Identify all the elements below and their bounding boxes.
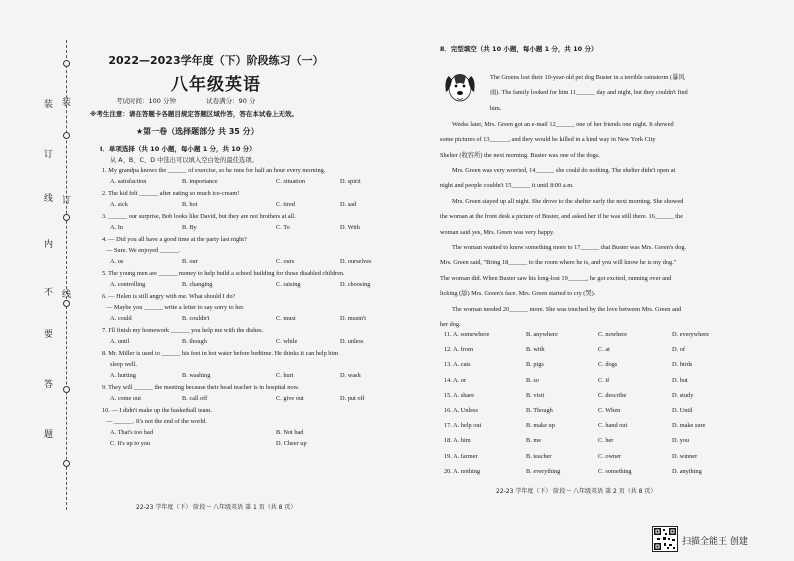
binding-hole bbox=[63, 460, 70, 467]
section2-title: Ⅱ．完型填空（共 10 小题，每小题 1 分，共 10 分） bbox=[440, 45, 598, 53]
option-choice[interactable]: A. us bbox=[110, 258, 124, 265]
exam-note: ※考生注意：请在答题卡各题目规定答题区域作答，答在本试卷上无效。 bbox=[90, 110, 298, 118]
section1-title: Ⅰ．单项选择（共 10 小题，每小题 1 分，共 10 分） bbox=[100, 145, 256, 153]
passage-line: some pictures of 13______, and they would be killed in a kind way in New York City bbox=[440, 136, 656, 144]
scanner-watermark: 扫描全能王 创建 bbox=[682, 537, 748, 547]
option-choice[interactable]: D. wash bbox=[340, 372, 361, 379]
option-choice[interactable]: D. unless bbox=[340, 338, 364, 345]
option-choice[interactable]: A. until bbox=[110, 338, 130, 345]
binding-hole bbox=[63, 386, 70, 393]
option-choice[interactable]: A. could bbox=[110, 315, 132, 322]
question-stem: 2. The kid felt ______ after eating so much ice-cream! bbox=[102, 190, 240, 197]
option-choice[interactable]: B. hot bbox=[182, 201, 198, 208]
page-footer-left: 22-23 学年度（下） 阶段一 八年级英语 第 1 页（共 8 页） bbox=[136, 504, 297, 511]
question-stem-line2: — Sure. We enjoyed ______. bbox=[106, 247, 181, 254]
question-stem: 10. — I didn't make up the basketball team. bbox=[102, 407, 212, 414]
option-choice[interactable]: D. Until bbox=[672, 407, 693, 414]
option-choice[interactable]: B. importance bbox=[182, 178, 218, 185]
option-choice[interactable]: C. something bbox=[598, 467, 632, 475]
option-choice[interactable]: B. though bbox=[182, 338, 207, 345]
binding-dashed-line bbox=[66, 40, 67, 510]
option-choice[interactable]: C. nowhere bbox=[598, 331, 628, 338]
binding-margin bbox=[8, 0, 72, 561]
option-choice[interactable]: B. By bbox=[182, 224, 197, 231]
option-choice[interactable]: B. Though bbox=[526, 407, 553, 414]
passage-line: 雨). The family looked for him 11______ day and night, but they couldn't find bbox=[490, 89, 688, 97]
option-choice[interactable]: C. situation bbox=[276, 178, 306, 185]
option-choice[interactable]: B. teacher bbox=[526, 452, 552, 460]
option-choice[interactable]: A. In bbox=[110, 224, 123, 231]
option-choice[interactable]: B. make up bbox=[526, 422, 555, 430]
option-choice[interactable]: B. call off bbox=[182, 395, 208, 402]
option-choice[interactable]: D. winner bbox=[672, 452, 698, 460]
option-choice[interactable]: D. make sure bbox=[672, 422, 706, 430]
option-choice[interactable]: C. hurt bbox=[276, 372, 294, 379]
passage-line: him. bbox=[490, 104, 502, 112]
option-choice[interactable]: D. put off bbox=[340, 395, 365, 402]
question-stem: 6. — Helen is still angry with me. What should I do? bbox=[102, 293, 236, 300]
section1-instruction: 从 A、B、C、D 中选出可以填入空白处的最佳选项。 bbox=[110, 157, 258, 164]
passage-line: Shelter (收容所) the next morning. Buster was one of the dogs. bbox=[440, 151, 600, 159]
binding-char: 答 bbox=[44, 380, 54, 390]
passage-line: Mrs. Green stayed up all night. She drove to the shelter early the next morning. She showed bbox=[452, 197, 684, 205]
option-choice[interactable]: D. sad bbox=[340, 201, 357, 208]
binding-char: 不 bbox=[44, 288, 54, 298]
option-choice[interactable]: C. To bbox=[276, 224, 290, 231]
exam-title: 2022—2023学年度（下）阶段练习（一） bbox=[108, 54, 324, 67]
qr-code-icon bbox=[652, 526, 678, 552]
binding-hole bbox=[63, 60, 70, 67]
question-stem-line2: sleep well. bbox=[110, 361, 137, 368]
option-choice[interactable]: 17. A. help out bbox=[444, 422, 482, 430]
option-choice[interactable]: A. come out bbox=[110, 395, 141, 402]
option-choice[interactable]: C. owner bbox=[598, 452, 622, 460]
option-choice[interactable]: D. spirit bbox=[340, 178, 361, 185]
passage-line: Mrs. Green was very worried, 14______ she could do nothing. The shelter didn't open at bbox=[452, 167, 676, 174]
passage-line: night and people couldn't 15______ it until 8:00 a.m. bbox=[440, 182, 574, 190]
binding-char: 要 bbox=[44, 330, 54, 340]
option-choice[interactable]: D. of bbox=[672, 346, 685, 354]
option-choice[interactable]: 15. A. share bbox=[444, 391, 475, 399]
binding-char: 线 bbox=[62, 290, 72, 300]
option-choice[interactable]: B. anywhere bbox=[526, 331, 558, 338]
question-stem: 5. The young men are ______ money to help build a school building for those disabled children. bbox=[102, 270, 345, 277]
binding-char: 内 bbox=[44, 240, 54, 250]
passage-line: The woman needed 20______ more. She was touched by the love between Mrs. Green and bbox=[452, 305, 682, 313]
option-choice[interactable]: 20. A. nothing bbox=[444, 467, 481, 475]
exam-score: 试卷满分：90 分 bbox=[206, 97, 256, 105]
binding-char: 题 bbox=[44, 430, 54, 440]
option-choice[interactable]: B. so bbox=[526, 376, 539, 384]
option-choice[interactable]: A. satisfaction bbox=[110, 178, 147, 185]
volume-title: ★第一卷（选择题部分 共 35 分） bbox=[136, 127, 259, 136]
option-choice[interactable]: D. you bbox=[672, 437, 690, 445]
option-choice[interactable]: C. while bbox=[276, 338, 298, 345]
option-choice[interactable]: D. Cheer up bbox=[276, 440, 307, 447]
option-choice[interactable]: B. couldn't bbox=[182, 315, 210, 322]
binding-char: 订 bbox=[44, 150, 54, 160]
option-choice[interactable]: B. Not bad bbox=[276, 429, 304, 436]
option-choice[interactable]: A. sick bbox=[110, 201, 128, 208]
dog-picture bbox=[440, 68, 480, 106]
option-choice[interactable]: C. if bbox=[598, 376, 610, 384]
question-stem-line2: — ______. It's not the end of the world. bbox=[106, 418, 207, 425]
option-choice[interactable]: B. everything bbox=[526, 467, 561, 475]
option-choice[interactable]: B. me bbox=[526, 437, 542, 445]
exam-time: 考试时间：100 分钟 bbox=[116, 97, 176, 105]
passage-line: her dog. bbox=[440, 321, 461, 328]
option-choice[interactable]: C. hand out bbox=[598, 422, 628, 430]
option-choice[interactable]: D. birds bbox=[672, 361, 693, 369]
passage-line: Mrs. Green said, "Bring 18______ to the room where he is, and you will know he is my dog." bbox=[440, 259, 677, 267]
option-choice[interactable]: D. everywhere bbox=[672, 331, 710, 338]
option-choice[interactable]: 11. A. somewhere bbox=[444, 331, 490, 338]
option-choice[interactable]: B. pigs bbox=[526, 361, 544, 369]
option-choice[interactable]: 14. A. or bbox=[444, 376, 467, 384]
question-stem: 8. Mr. Miller is used to ______ his feet in hot water before bedtime. He thinks it can help him bbox=[102, 350, 339, 357]
question-stem: 4. — Did you all have a good time at the party last night? bbox=[102, 236, 247, 243]
option-choice[interactable]: C. dogs bbox=[598, 361, 618, 369]
option-choice[interactable]: D. mustn't bbox=[340, 315, 366, 322]
passage-line: licking (舔) Mrs. Green's face. Mrs. Green started to cry (哭). bbox=[440, 290, 596, 298]
option-choice[interactable]: D. ourselves bbox=[340, 258, 372, 265]
binding-char: 订 bbox=[62, 196, 72, 206]
option-choice[interactable]: D. anything bbox=[672, 467, 702, 475]
option-choice[interactable]: D. With bbox=[340, 224, 360, 231]
binding-char: 线 bbox=[44, 194, 54, 204]
option-choice[interactable]: A. controlling bbox=[110, 281, 146, 288]
option-choice[interactable]: C. describe bbox=[598, 391, 627, 399]
question-stem: 7. I'll finish my homework ______ you help me with the dishes. bbox=[102, 327, 264, 334]
option-choice[interactable]: A. That's too bad bbox=[110, 429, 153, 436]
question-stem-line2: — Maybe you ______ write a letter to say sorry to her. bbox=[106, 304, 245, 311]
option-choice[interactable]: C. raising bbox=[276, 281, 301, 288]
question-stem: 1. My grandpa knows the ______ of exercise, so he runs for half an hour every morning. bbox=[102, 167, 326, 174]
binding-hole bbox=[63, 300, 70, 307]
option-choice[interactable]: D. study bbox=[672, 391, 694, 399]
option-choice[interactable]: C. tired bbox=[276, 201, 295, 208]
question-stem: 3. ______ our surprise, Bob looks like David, but they are not brothers at all. bbox=[102, 213, 296, 220]
option-choice[interactable]: C. give out bbox=[276, 395, 304, 402]
subject-title: 八年级英语 bbox=[171, 75, 261, 95]
option-choice[interactable]: C. her bbox=[598, 437, 614, 445]
passage-line: The Greens lost their 10-year-old pet dog Buster in a terrible rainstorm (暴风 bbox=[490, 74, 685, 81]
option-choice[interactable]: C. It's up to you bbox=[110, 440, 151, 447]
exam-info bbox=[116, 96, 356, 105]
option-choice[interactable]: B. changing bbox=[182, 281, 213, 288]
passage-line: The woman did. When Buster saw his long-lost 19______, he got excited, running over and bbox=[440, 274, 672, 282]
option-choice[interactable]: 12. A. from bbox=[444, 346, 474, 354]
option-choice[interactable]: A. hurting bbox=[110, 372, 136, 379]
option-choice[interactable]: B. with bbox=[526, 346, 545, 354]
binding-char: 装 bbox=[62, 98, 72, 108]
option-choice[interactable]: B. our bbox=[182, 258, 198, 265]
option-choice[interactable]: C. must bbox=[276, 315, 296, 322]
option-choice[interactable]: D. but bbox=[672, 376, 688, 384]
question-stem: 9. They will ______ the meeting because their head teacher is in hospital now. bbox=[102, 384, 300, 391]
passage-line: The woman wanted to know something more to 17______ that Buster was Mrs. Green's dog. bbox=[452, 244, 687, 251]
option-choice[interactable]: D. choosing bbox=[340, 281, 371, 288]
option-choice[interactable]: C. at bbox=[598, 346, 610, 354]
option-choice[interactable]: 19. A. farmer bbox=[444, 452, 478, 460]
option-choice[interactable]: B. visit bbox=[526, 391, 545, 399]
passage-line: the woman at the front desk a picture of Buster, and asked her if he was still there. 16______ the bbox=[440, 213, 683, 221]
option-choice[interactable]: B. washing bbox=[182, 372, 211, 379]
option-choice[interactable]: C. ours bbox=[276, 258, 295, 265]
passage-line: Weeks later, Mrs. Green got an e-mail 12______ one of her friends one night. It showed bbox=[452, 120, 674, 128]
option-choice[interactable]: 18. A. him bbox=[444, 437, 471, 445]
binding-hole bbox=[63, 214, 70, 221]
option-choice[interactable]: 13. A. cats bbox=[444, 361, 471, 369]
page-footer-right: 22-23 学年度（下） 阶段一 八年级英语 第 2 页（共 8 页） bbox=[496, 488, 657, 495]
binding-char: 装 bbox=[44, 100, 54, 110]
option-choice[interactable]: C. When bbox=[598, 407, 621, 414]
passage-line: woman said yes, Mrs. Green was very happy. bbox=[440, 228, 555, 236]
binding-hole bbox=[63, 132, 70, 139]
option-choice[interactable]: 16. A. Unless bbox=[444, 407, 478, 414]
